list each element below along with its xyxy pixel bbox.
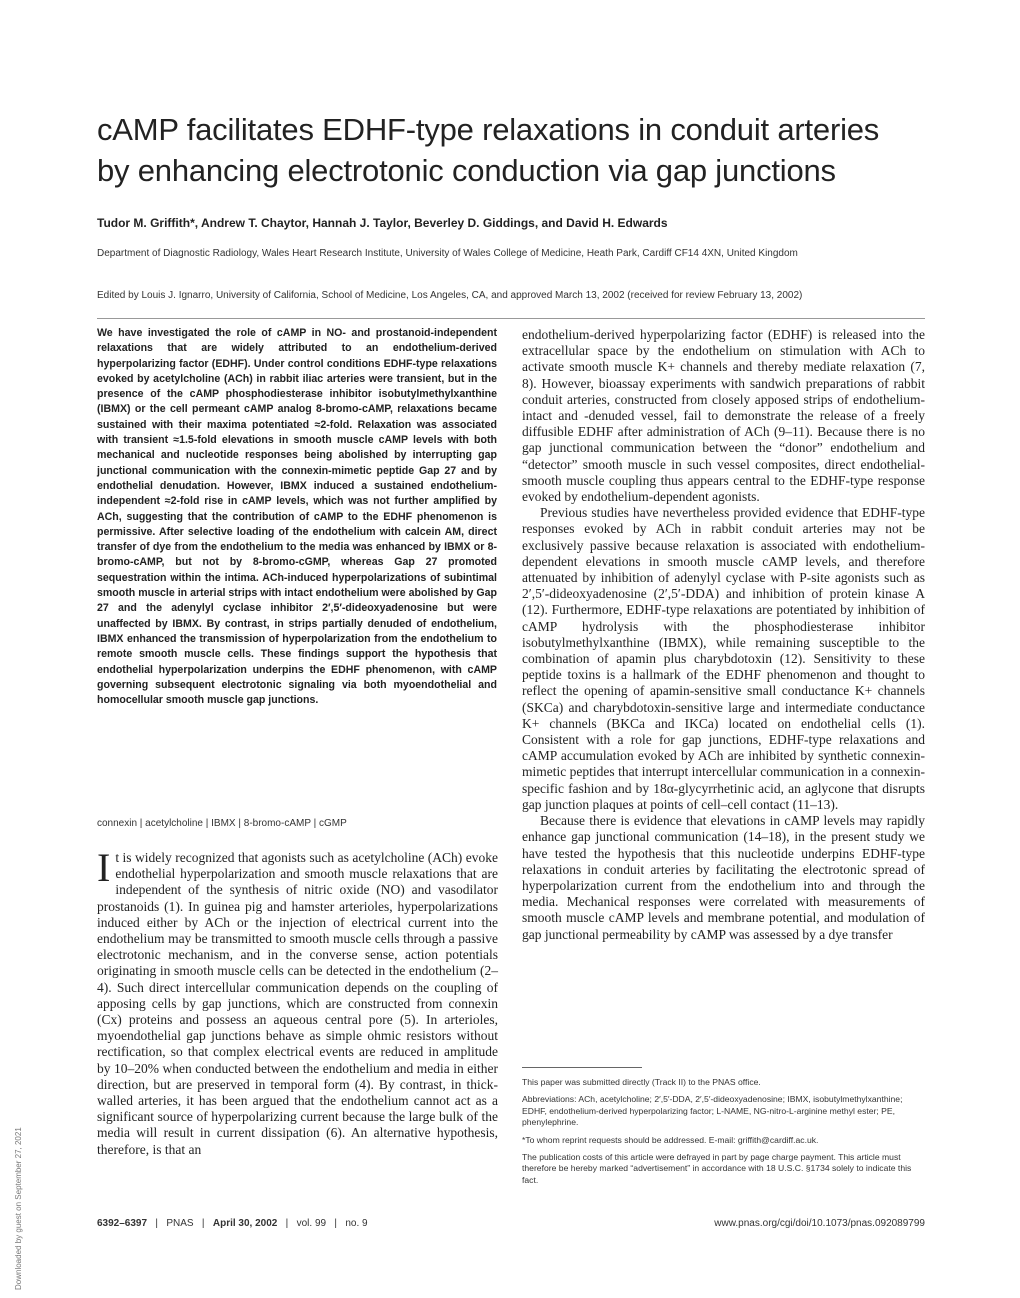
edited-by-note: Edited by Louis J. Ignarro, University of California, School of Medicine, Los Angeles, CA, and approved March 13, 2002 (received for review February 13, 2002) [97, 290, 803, 301]
download-watermark: Downloaded by guest on September 27, 2021 [14, 1127, 23, 1290]
right-column [522, 327, 925, 943]
citation-info [97, 1218, 368, 1229]
footnotes [522, 1077, 925, 1192]
article-title: cAMP facilitates EDHF-type relaxations in conduit arteries by enhancing electrotonic conduction via gap junctions [97, 111, 880, 188]
header-divider [97, 318, 925, 319]
footnote-track: This paper was submitted directly (Track II) to the PNAS office. [522, 1077, 761, 1087]
issue-date: April 30, 2002 [212, 1218, 278, 1229]
author-list: Tudor M. Griffith*, Andrew T. Chaytor, Hannah J. Taylor, Beverley D. Giddings, and David H. Edwards [97, 216, 668, 230]
affiliation: Department of Diagnostic Radiology, Wales Heart Research Institute, University of Wales College of Medicine, Heath Park, Cardiff CF14 4XN, United Kingdom [97, 248, 798, 259]
body-paragraph-1: endothelium-derived hyperpolarizing factor (EDHF) is released into the extracellular space by the endothelium on stimulation with ACh to activate smooth muscle K+ channels and thereby mediate relaxation (7, 8). However, bioassay experiments with sandwich preparations of rabbit conduit arteries, constructed from closely apposed strips of endothelium-intact and -denuded vessel, fail to demonstrate the release of a freely diffusible EDHF after administration of ACh (9–11). Because there is no gap junctional communication between the “donor” endothelium and “detector” smooth muscle in such vessel composites, direct endothelial-smooth muscle coupling thus appears central to the EDHF-type response evoked by endothelium-dependent agonists. [522, 327, 925, 505]
footnote-correspondence: *To whom reprint requests should be addressed. E-mail: griffith@cardiff.ac.uk. [522, 1134, 819, 1145]
footnote-charges: The publication costs of this article were defrayed in part by page charge payment. This article must therefore be hereby marked “advertisement” in accordance with 18 U.S.C. §1734 solely to indicate this fact. [522, 1152, 912, 1185]
footer-separator: | [280, 1218, 294, 1229]
volume: vol. 99 [296, 1218, 327, 1229]
doi-link[interactable]: www.pnas.org/cgi/doi/10.1073/pnas.092089799 [714, 1218, 925, 1229]
footnote-divider [522, 1067, 642, 1068]
body-paragraph-2: Previous studies have nevertheless provided evidence that EDHF-type responses evoked by ACh in rabbit conduit arteries may not be exclusively passive because relaxation is associated with endothelium-dependent elevations in smooth muscle cAMP levels, and therefore attenuated by inhibition of adenylyl cyclase with P-site agonists such as 2′,5′-dideoxyadenosine (2′,5′-DDA) and inhibition of protein kinase A (12). Furthermore, EDHF-type relaxations are potentiated by inhibition of cAMP hydrolysis with the phosphodiesterase inhibitor isobutylmethylxanthine (IBMX), while remaining susceptible to the combination of apamin plus charybdotoxin (12). Sensitivity to these peptide toxins is a hallmark of the EDHF phenomenon and thought to reflect the opening of apamin-sensitive small conductance K+ channels (SKCa) and charybdotoxin-sensitive large and intermediate conductance K+ channels (BKCa and IKCa) located on endothelial cells (1). Consistent with a role for gap junctions, EDHF-type relaxations and cAMP accumulation evoked by ACh are inhibited by synthetic connexin-mimetic peptides that interrupt intercellular communication in a connexin-specific fashion and by 18α-glycyrrhetinic acid, an aglycone that disrupts gap junction plaques at points of cell–cell contact (11–13). [522, 505, 925, 812]
footer-separator: | [196, 1218, 211, 1229]
abstract: We have investigated the role of cAMP in NO- and prostanoid-independent relaxations that are widely attributed to an endothelium-derived hyperpolarizing factor (EDHF). Under control conditions EDHF-type relaxations evoked by acetylcholine (ACh) in rabbit iliac arteries were transient, but in the presence of the cAMP phosphodiesterase inhibitor isobutylmethylxanthine (IBMX) or the cell permeant cAMP analog 8-bromo-cAMP, relaxations became sustained with their maxima potentiated ≈2-fold. Relaxation was associated with transient ≈1.5-fold elevations in smooth muscle cAMP levels with both mechanical and nucleotide responses being abolished by interrupting gap junctional communication with the connexin-mimetic peptide Gap 27 and by endothelial denudation. However, IBMX induced a sustained endothelium-independent ≈2-fold rise in cAMP levels, which was not further amplified by ACh, suggesting that the contribution of cAMP to the EDHF phenomenon is permissive. After selective loading of the endothelium with calcein AM, direct transfer of dye from the endothelium to the media was enhanced by IBMX or 8-bromo-cAMP, but not by 8-bromo-cGMP, whereas Gap 27 promoted sequestration within the intima. ACh-induced hyperpolarizations of subintimal smooth muscle in arterial strips with intact endothelium were abolished by Gap 27 and the adenylyl cyclase inhibitor 2′,5′-dideoxyadenosine but were unaffected by IBMX. By contrast, in strips partially denuded of endothelium, IBMX enhanced the transmission of hyperpolarization from the endothelium to remote smooth muscle cells. These findings support the hypothesis that endothelial hyperpolarization underpins the EDHF phenomenon, with cAMP governing subsequent electrotonic signaling via both myoendothelial and homocellular smooth muscle gap junctions. [97, 327, 497, 707]
journal-name: PNAS [166, 1218, 194, 1229]
keywords: connexin | acetylcholine | IBMX | 8-bromo-cAMP | cGMP [97, 818, 347, 829]
footer-separator: | [328, 1218, 343, 1229]
footnote-abbreviations: Abbreviations: ACh, acetylcholine; 2′,5′-DDA, 2′,5′-dideoxyadenosine; IBMX, isobutylmethylxanthine; EDHF, endothelium-derived hyperpolarizing factor; L-NAME, NG-nitro-L-arginine methyl ester; PE, phenylephrine. [522, 1094, 903, 1128]
introduction-paragraph [97, 845, 498, 1158]
page-footer [97, 1218, 925, 1232]
introduction-text: t is widely recognized that agonists such as acetylcholine (ACh) evoke endothelial hyperpolarization and smooth muscle relaxations that are independent of the synthesis of nitric oxide (NO) and vasodilator prostanoids (1). In guinea pig and hamster arterioles, hyperpolarizations induced either by ACh or the injection of electrical current into the endothelium may be transmitted to smooth muscle cells through a passive electrotonic mechanism, and in the converse sense, action potentials originating in smooth muscle cells can be detected in the endothelium (2–4). Such direct intercellular communication depends on the coupling of apposing cells by gap junctions, which are constructed from connexin (Cx) proteins and possess an aqueous central pore (5). In arterioles, myoendothelial gap junctions behave as simple ohmic resistors without rectification, so that complex electrical events are reduced in amplitude by 10–20% when conducted between the endothelium and media in either direction, but are preserved in temporal form (4). By contrast, in thick-walled arteries, it has been argued that the endothelium cannot act as a significant source of hyperpolarizing current because the large bulk of the media will result in current dissipation (6). An alternative hypothesis, therefore, is that an [97, 850, 498, 1157]
drop-cap: I [97, 845, 111, 890]
issue-number: no. 9 [345, 1218, 368, 1229]
page-range: 6392–6397 [97, 1218, 148, 1229]
body-paragraph-3: Because there is evidence that elevations in cAMP levels may rapidly enhance gap junctional communication (14–18), in the present study we have tested the hypothesis that this nucleotide underpins EDHF-type relaxations in conduit arteries by facilitating the electrotonic spread of hyperpolarization current from the endothelium into and through the media. Mechanical responses were correlated with measurements of smooth muscle cAMP levels and membrane potential, and modulation of gap junctional permeability by cAMP was assessed by a dye transfer [522, 813, 925, 942]
footer-separator: | [149, 1218, 164, 1229]
